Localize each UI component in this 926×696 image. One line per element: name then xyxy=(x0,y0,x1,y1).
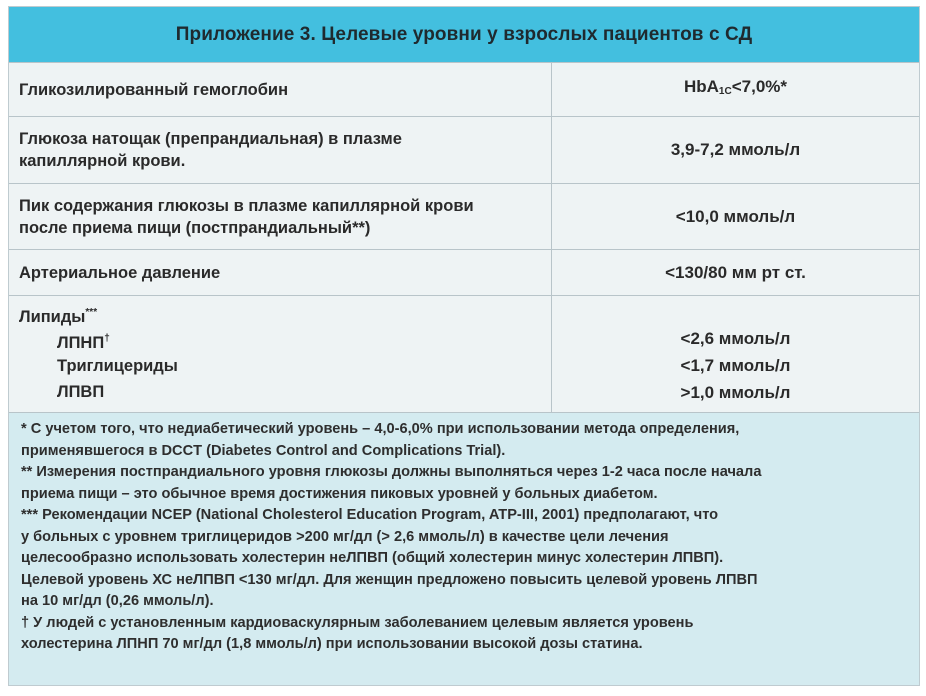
row-label-text: Гликозилированный гемоглобин xyxy=(19,80,289,99)
hba1c-value xyxy=(684,76,787,103)
footnote-line: * С учетом того, что недиабетический уровень – 4,0-6,0% при использовании метода определения, xyxy=(21,421,740,437)
row-value xyxy=(552,184,919,249)
row-label xyxy=(9,184,552,249)
blood-pressure-value: <130/80 мм рт ст. xyxy=(665,262,806,282)
lipids-title-mark: *** xyxy=(85,307,98,318)
hba-prefix: HbA xyxy=(683,77,719,96)
hba-subscript: 1C xyxy=(718,86,732,97)
lipid-ldl-label xyxy=(57,328,110,354)
ldl-mark: † xyxy=(104,333,110,344)
lipids-title xyxy=(19,302,97,328)
footnote-line: холестерина ЛПНП 70 мг/дл (1,8 ммоль/л) при использовании высокой дозы статина. xyxy=(21,636,643,652)
tg-value: <1,7 ммоль/л xyxy=(680,356,791,375)
table-row xyxy=(9,116,919,183)
row-label-line: капиллярной крови. xyxy=(19,152,186,170)
table-row xyxy=(9,249,919,295)
row-label-line: Пик содержания глюкозы в плазме капиллярной крови xyxy=(19,196,474,215)
lipid-hdl-label: ЛПВП xyxy=(57,383,105,401)
row-label xyxy=(9,250,552,295)
footnote-line: целесообразно использовать холестерин неЛПВП (общий холестерин минус холестерин ЛПВП). xyxy=(21,550,724,566)
hba-target: <7,0%* xyxy=(731,77,788,96)
row-label-text: Артериальное давление xyxy=(19,263,221,282)
row-value xyxy=(552,250,919,295)
lipids-labels xyxy=(9,296,552,412)
row-label xyxy=(9,117,552,183)
table-row xyxy=(9,62,919,116)
table-title: Приложение 3. Целевые уровни у взрослых пациентов с СД xyxy=(9,7,919,62)
footnote-line: у больных с уровнем триглицеридов >200 мг/дл (> 2,6 ммоль/л) в качестве цели лечения xyxy=(21,528,669,545)
hdl-value: >1,0 ммоль/л xyxy=(680,383,791,402)
fasting-glucose-value: 3,9-7,2 ммоль/л xyxy=(670,140,801,159)
ldl-text: ЛПНП xyxy=(57,334,105,352)
row-value xyxy=(552,117,919,183)
postprandial-glucose-value: <10,0 ммоль/л xyxy=(675,206,796,226)
footnote-line: ** Измерения постпрандиального уровня глюкозы должны выполняться через 1-2 часа после начала xyxy=(21,464,762,480)
row-label-line: Глюкоза натощак (препрандиальная) в плазме xyxy=(19,130,402,148)
ldl-value: <2,6 ммоль/л xyxy=(680,329,791,348)
row-label xyxy=(9,63,552,116)
target-levels-table xyxy=(8,6,920,686)
table-row xyxy=(9,183,919,249)
footnote-line: на 10 мг/дл (0,26 ммоль/л). xyxy=(21,593,214,609)
footnote-line: Целевой уровень ХС неЛПВП <130 мг/дл. Для женщин предложено повысить целевой уровень ЛПВП xyxy=(21,571,758,588)
footnote-line: † У людей с установленным кардиоваскулярным заболеванием целевым является уровень xyxy=(21,614,694,631)
lipid-tg-label: Триглицериды xyxy=(57,357,178,375)
lipids-values xyxy=(552,296,919,412)
row-value xyxy=(552,63,919,116)
lipids-row xyxy=(9,295,919,412)
footnote-line: приема пищи – это обычное время достижения пиковых уровней у больных диабетом. xyxy=(21,485,658,502)
footnote-line: *** Рекомендации NCEP (National Cholesterol Education Program, ATP-III, 2001) предполагают, что xyxy=(21,507,719,523)
lipids-title-text: Липиды xyxy=(19,308,86,326)
row-label-line: после приема пищи (постпрандиальный**) xyxy=(19,218,371,237)
footnote-line: применявшегося в DCCT (Diabetes Control and Complications Trial). xyxy=(21,442,506,459)
footnotes xyxy=(9,412,919,685)
